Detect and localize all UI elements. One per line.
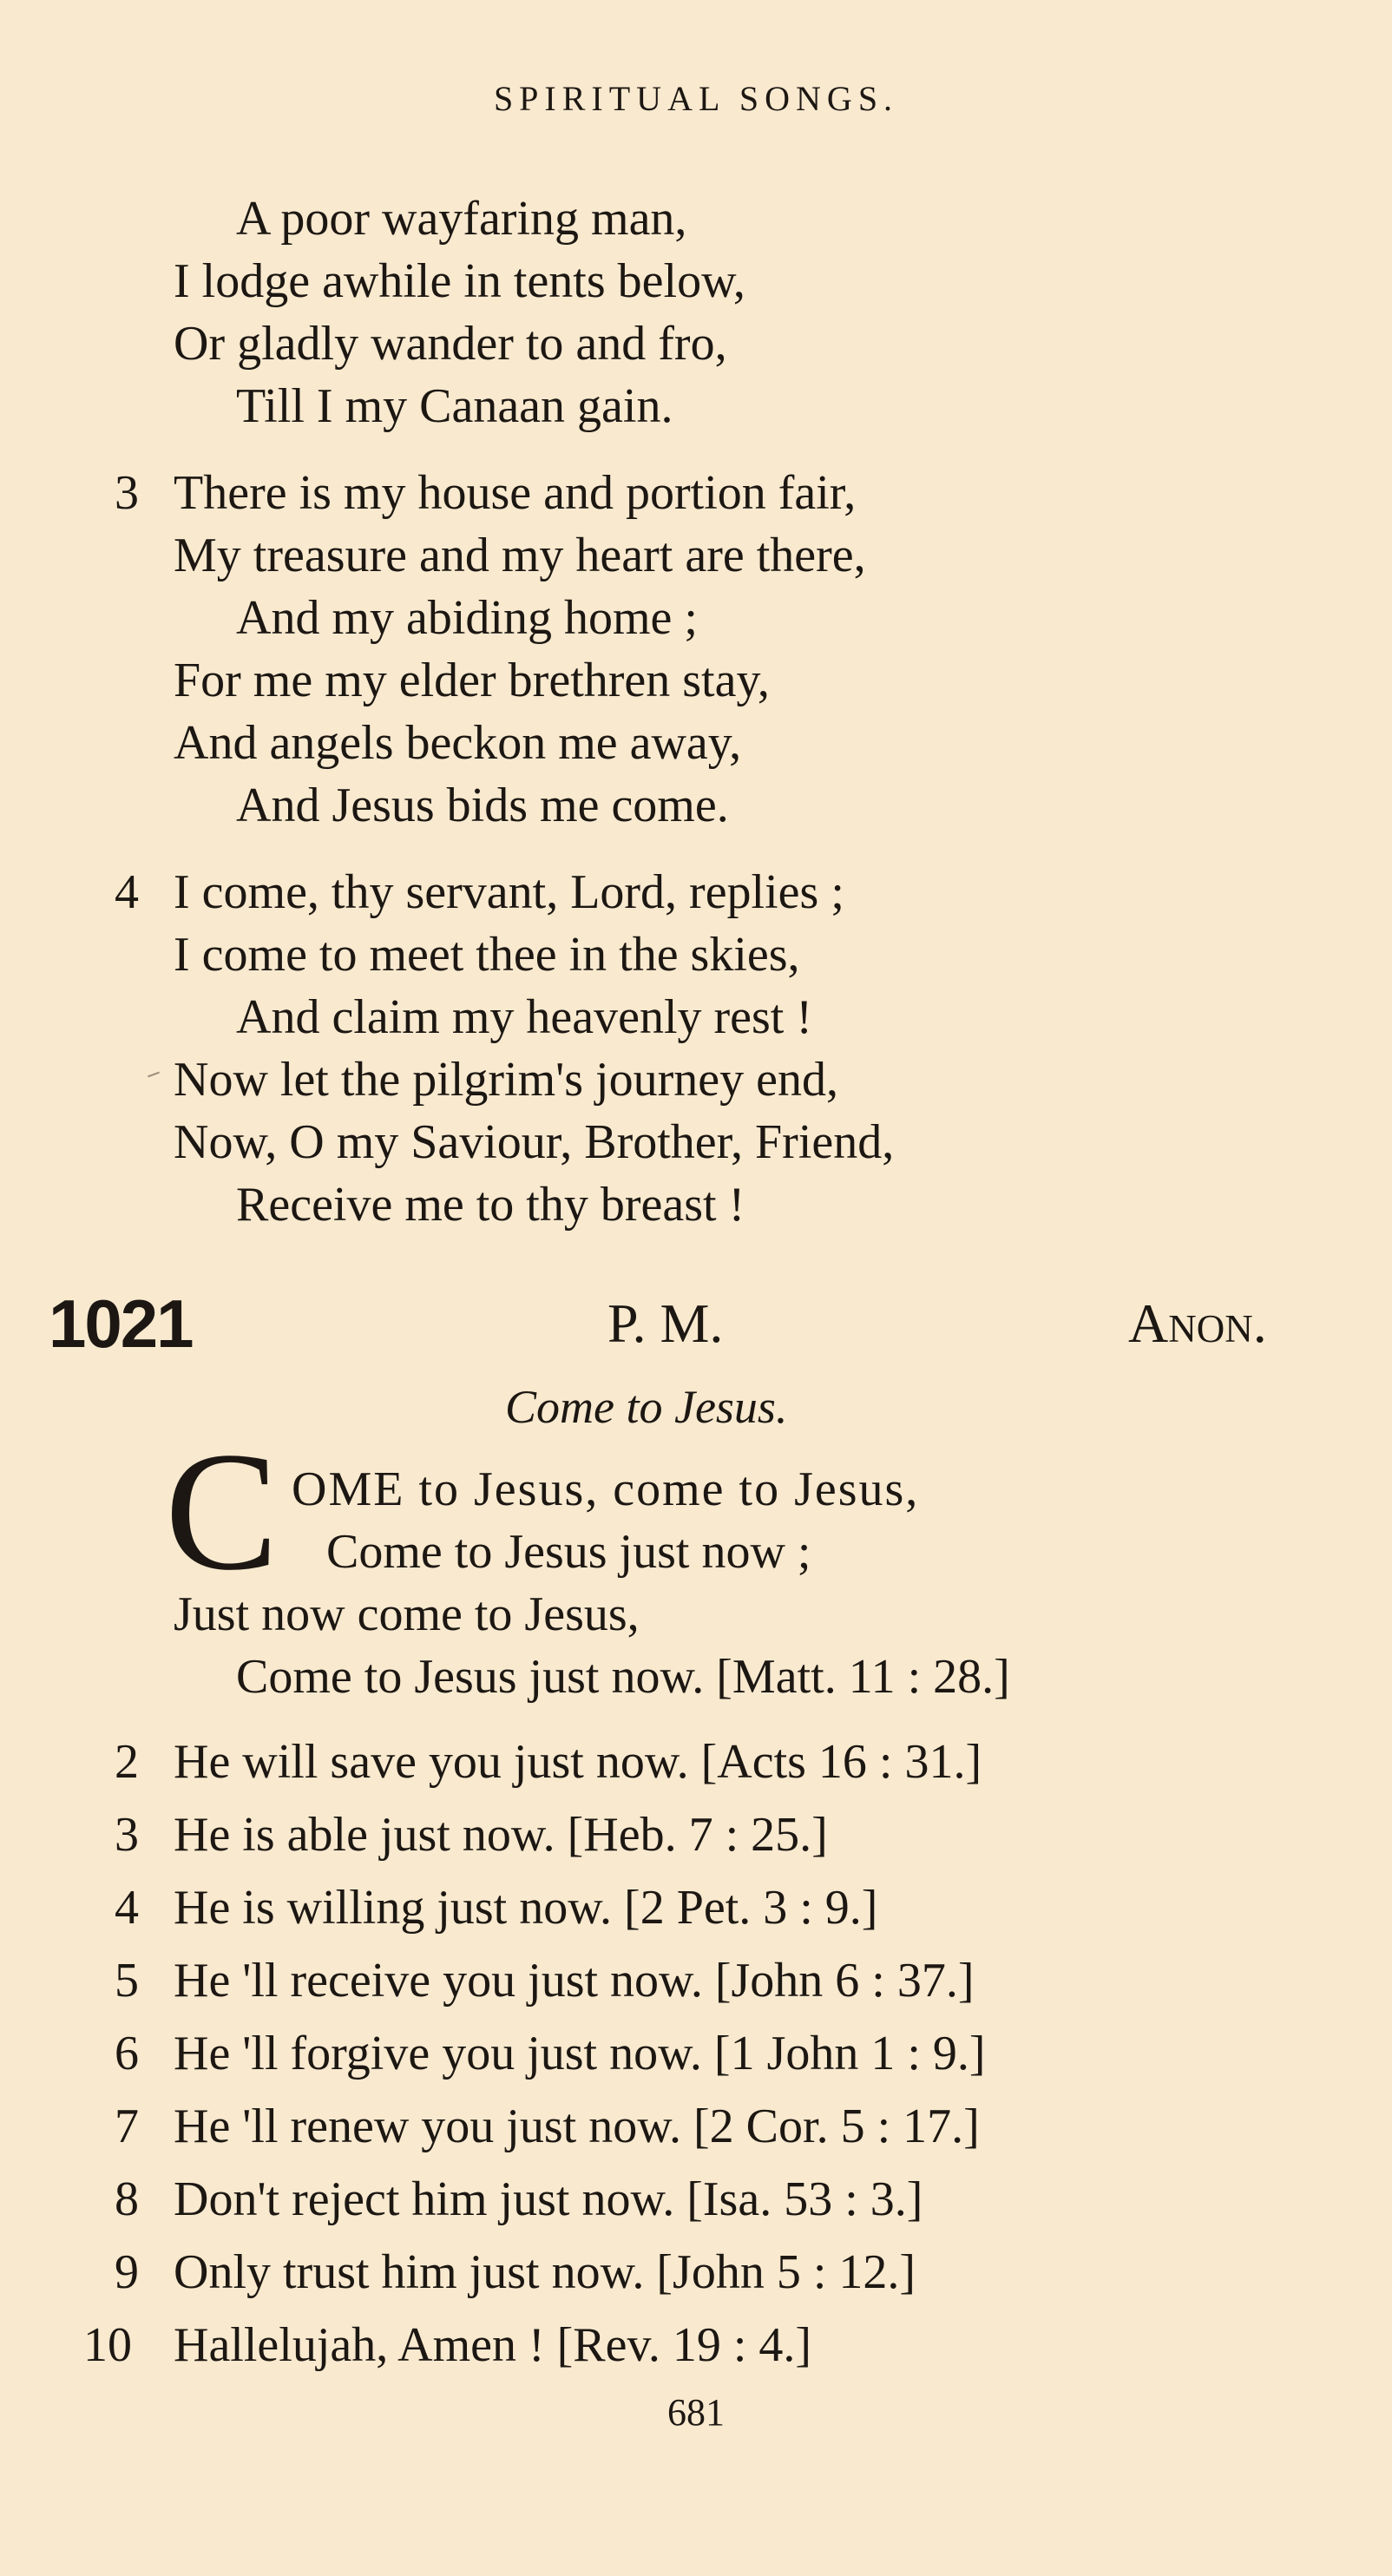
verse-line: And angels beckon me away, bbox=[174, 716, 742, 770]
verse-number: 3 bbox=[115, 1808, 139, 1862]
verse-line: A poor wayfaring man, bbox=[236, 192, 687, 246]
verse-line: Hallelujah, Amen ! [Rev. 19 : 4.] bbox=[174, 2318, 812, 2372]
verse-line: And claim my heavenly rest ! bbox=[236, 990, 813, 1044]
hymn-number: 1021 bbox=[49, 1285, 193, 1362]
verse-line: For me my elder brethren stay, bbox=[174, 654, 770, 707]
drop-cap: C bbox=[165, 1417, 279, 1606]
verse-line: Don't reject him just now. [Isa. 53 : 3.] bbox=[174, 2172, 923, 2226]
verse-line: He is willing just now. [2 Pet. 3 : 9.] bbox=[174, 1881, 878, 1935]
verse-line: Till I my Canaan gain. bbox=[236, 379, 673, 433]
verse-number: 9 bbox=[115, 2245, 139, 2299]
verse-number: 3 bbox=[115, 466, 139, 520]
hymn-title: Come to Jesus. bbox=[505, 1381, 788, 1433]
verse-line: He 'll renew you just now. [2 Cor. 5 : 17.] bbox=[174, 2100, 980, 2153]
verse-number: 2 bbox=[115, 1735, 139, 1789]
verse-line: Come to Jesus just now. [Matt. 11 : 28.] bbox=[236, 1650, 1010, 1704]
page-number: 681 bbox=[667, 2391, 725, 2434]
verse-number: 7 bbox=[115, 2100, 139, 2153]
verse-number: 5 bbox=[115, 1954, 139, 2008]
verse-line: He will save you just now. [Acts 16 : 31.] bbox=[174, 1735, 982, 1789]
verse-number: 6 bbox=[115, 2027, 139, 2080]
verse-line: I come to meet thee in the skies, bbox=[174, 928, 800, 982]
verse-line: Come to Jesus just now ; bbox=[326, 1525, 811, 1579]
verse-line: And my abiding home ; bbox=[236, 591, 698, 645]
verse-line: OME to Jesus, come to Jesus, bbox=[292, 1462, 920, 1516]
hymn-meter: P. M. bbox=[607, 1292, 724, 1354]
verse-line: I lodge awhile in tents below, bbox=[174, 254, 745, 308]
verse-line: Just now come to Jesus, bbox=[174, 1587, 640, 1641]
verse-line: He 'll forgive you just now. [1 John 1 : 9.] bbox=[174, 2027, 986, 2080]
verse-line: There is my house and portion fair, bbox=[174, 466, 857, 520]
verse-line: He 'll receive you just now. [John 6 : 37.] bbox=[174, 1954, 975, 2008]
verse-line: My treasure and my heart are there, bbox=[174, 529, 866, 582]
verse-number: 4 bbox=[115, 865, 139, 919]
verse-number: 10 bbox=[83, 2318, 132, 2372]
verse-line: And Jesus bids me come. bbox=[236, 779, 729, 832]
verse-line: He is able just now. [Heb. 7 : 25.] bbox=[174, 1808, 828, 1862]
verse-line: Or gladly wander to and fro, bbox=[174, 317, 727, 371]
verse-line: Now, O my Saviour, Brother, Friend, bbox=[174, 1115, 895, 1169]
verse-number: 8 bbox=[115, 2172, 139, 2226]
stray-mark bbox=[148, 1072, 160, 1078]
verse-line: Now let the pilgrim's journey end, bbox=[174, 1053, 838, 1107]
verse-number: 4 bbox=[115, 1881, 139, 1935]
running-head: SPIRITUAL SONGS. bbox=[493, 79, 899, 118]
verse-line: I come, thy servant, Lord, replies ; bbox=[174, 865, 844, 919]
verse-line: Receive me to thy breast ! bbox=[236, 1178, 745, 1232]
verse-line: Only trust him just now. [John 5 : 12.] bbox=[174, 2245, 916, 2299]
hymn-author: Anon. bbox=[1128, 1292, 1267, 1354]
